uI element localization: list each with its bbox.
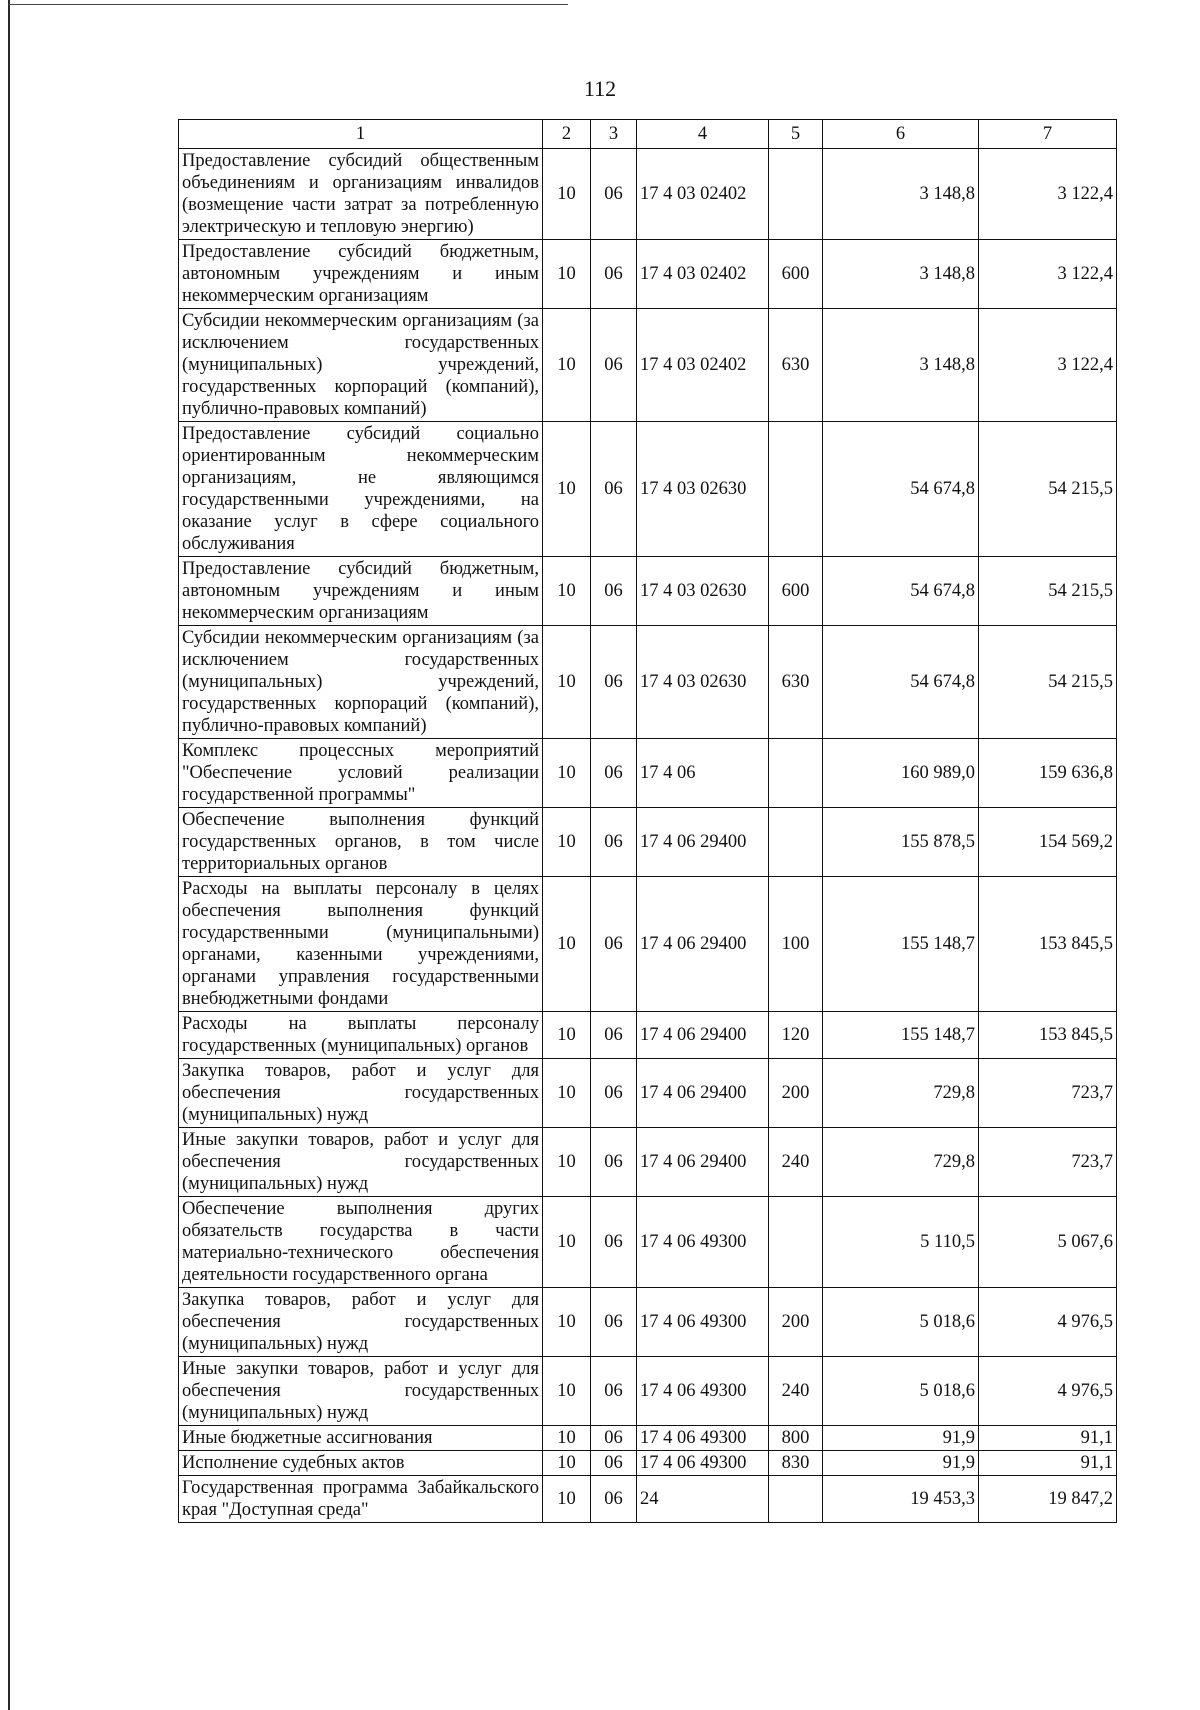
expense-type-cell xyxy=(769,1197,823,1288)
amount-1-cell: 3 148,8 xyxy=(823,240,979,309)
amount-2-cell: 723,7 xyxy=(979,1059,1117,1128)
table-body xyxy=(179,149,1117,1523)
expense-type-cell: 600 xyxy=(769,240,823,309)
amount-1-cell: 729,8 xyxy=(823,1059,979,1128)
scan-edge-left xyxy=(8,0,10,1710)
subsection-code-cell: 06 xyxy=(591,1197,637,1288)
amount-1-cell: 729,8 xyxy=(823,1128,979,1197)
row-name-cell: Предоставление субсидий социально ориентированным некоммерческим организациям, не являющимся государственными учреждениями, на оказание услуг в сфере социального обслуживания xyxy=(179,422,543,557)
section-code-cell: 10 xyxy=(543,309,591,422)
expense-type-cell: 120 xyxy=(769,1012,823,1059)
subsection-code-cell: 06 xyxy=(591,1476,637,1523)
section-code-cell: 10 xyxy=(543,557,591,626)
amount-2-cell: 3 122,4 xyxy=(979,149,1117,240)
row-name-cell: Комплекс процессных мероприятий "Обеспечение условий реализации государственной программы" xyxy=(179,739,543,808)
amount-1-cell: 19 453,3 xyxy=(823,1476,979,1523)
subsection-code-cell: 06 xyxy=(591,808,637,877)
expense-type-cell: 200 xyxy=(769,1288,823,1357)
column-header: 6 xyxy=(823,120,979,149)
subsection-code-cell: 06 xyxy=(591,1426,637,1451)
amount-1-cell: 155 878,5 xyxy=(823,808,979,877)
table-row xyxy=(179,626,1117,739)
table-row xyxy=(179,309,1117,422)
target-article-cell: 17 4 06 29400 xyxy=(637,1059,769,1128)
target-article-cell: 17 4 03 02630 xyxy=(637,557,769,626)
amount-1-cell: 5 018,6 xyxy=(823,1288,979,1357)
row-name-cell: Иные закупки товаров, работ и услуг для обеспечения государственных (муниципальных) нужд xyxy=(179,1128,543,1197)
expense-type-cell xyxy=(769,422,823,557)
table-row xyxy=(179,1288,1117,1357)
amount-2-cell: 3 122,4 xyxy=(979,240,1117,309)
row-name-cell: Обеспечение выполнения других обязательств государства в части материально-технического обеспечения деятельности государственного органа xyxy=(179,1197,543,1288)
row-name-cell: Исполнение судебных актов xyxy=(179,1451,543,1476)
budget-table xyxy=(178,119,1117,1523)
amount-1-cell: 91,9 xyxy=(823,1451,979,1476)
amount-2-cell: 19 847,2 xyxy=(979,1476,1117,1523)
amount-2-cell: 723,7 xyxy=(979,1128,1117,1197)
table-row xyxy=(179,1197,1117,1288)
amount-2-cell: 3 122,4 xyxy=(979,309,1117,422)
column-header: 2 xyxy=(543,120,591,149)
table-row xyxy=(179,1451,1117,1476)
row-name-cell: Иные бюджетные ассигнования xyxy=(179,1426,543,1451)
target-article-cell: 17 4 03 02402 xyxy=(637,240,769,309)
page-number: 112 xyxy=(583,76,617,101)
expense-type-cell xyxy=(769,1476,823,1523)
subsection-code-cell: 06 xyxy=(591,1012,637,1059)
section-code-cell: 10 xyxy=(543,1012,591,1059)
subsection-code-cell: 06 xyxy=(591,1357,637,1426)
row-name-cell: Субсидии некоммерческим организациям (за исключением государственных (муниципальных) учреждений, государственных корпораций (компаний), публично-правовых компаний) xyxy=(179,626,543,739)
subsection-code-cell: 06 xyxy=(591,626,637,739)
scan-edge-top xyxy=(8,4,568,5)
subsection-code-cell: 06 xyxy=(591,1451,637,1476)
target-article-cell: 17 4 03 02402 xyxy=(637,149,769,240)
subsection-code-cell: 06 xyxy=(591,149,637,240)
target-article-cell: 17 4 03 02402 xyxy=(637,309,769,422)
table-header-row xyxy=(179,120,1117,149)
target-article-cell: 17 4 06 49300 xyxy=(637,1451,769,1476)
expense-type-cell: 630 xyxy=(769,309,823,422)
expense-type-cell: 600 xyxy=(769,557,823,626)
amount-2-cell: 91,1 xyxy=(979,1426,1117,1451)
amount-1-cell: 3 148,8 xyxy=(823,149,979,240)
row-name-cell: Предоставление субсидий бюджетным, автономным учреждениям и иным некоммерческим организациям xyxy=(179,557,543,626)
amount-2-cell: 4 976,5 xyxy=(979,1288,1117,1357)
expense-type-cell: 630 xyxy=(769,626,823,739)
amount-2-cell: 4 976,5 xyxy=(979,1357,1117,1426)
amount-2-cell: 54 215,5 xyxy=(979,626,1117,739)
row-name-cell: Предоставление субсидий бюджетным, автономным учреждениям и иным некоммерческим организациям xyxy=(179,240,543,309)
amount-1-cell: 91,9 xyxy=(823,1426,979,1451)
section-code-cell: 10 xyxy=(543,739,591,808)
target-article-cell: 17 4 06 49300 xyxy=(637,1197,769,1288)
target-article-cell: 17 4 03 02630 xyxy=(637,626,769,739)
amount-1-cell: 5 018,6 xyxy=(823,1357,979,1426)
column-header: 1 xyxy=(179,120,543,149)
amount-1-cell: 155 148,7 xyxy=(823,1012,979,1059)
row-name-cell: Субсидии некоммерческим организациям (за исключением государственных (муниципальных) учреждений, государственных корпораций (компаний), публично-правовых компаний) xyxy=(179,309,543,422)
target-article-cell: 17 4 06 29400 xyxy=(637,1012,769,1059)
amount-2-cell: 91,1 xyxy=(979,1451,1117,1476)
column-header: 7 xyxy=(979,120,1117,149)
table-row xyxy=(179,422,1117,557)
table-row xyxy=(179,877,1117,1012)
section-code-cell: 10 xyxy=(543,1451,591,1476)
section-code-cell: 10 xyxy=(543,1357,591,1426)
table-row xyxy=(179,739,1117,808)
row-name-cell: Расходы на выплаты персоналу в целях обеспечения выполнения функций государственными (муниципальными) органами, казенными учреждениями, органами управления государственными внебюджетными фондами xyxy=(179,877,543,1012)
row-name-cell: Государственная программа Забайкальского края "Доступная среда" xyxy=(179,1476,543,1523)
expense-type-cell: 100 xyxy=(769,877,823,1012)
target-article-cell: 17 4 06 49300 xyxy=(637,1288,769,1357)
target-article-cell: 17 4 06 xyxy=(637,739,769,808)
amount-1-cell: 3 148,8 xyxy=(823,309,979,422)
target-article-cell: 17 4 06 49300 xyxy=(637,1426,769,1451)
amount-2-cell: 154 569,2 xyxy=(979,808,1117,877)
row-name-cell: Обеспечение выполнения функций государственных органов, в том числе территориальных органов xyxy=(179,808,543,877)
section-code-cell: 10 xyxy=(543,422,591,557)
table-row xyxy=(179,1476,1117,1523)
table-row xyxy=(179,149,1117,240)
target-article-cell: 17 4 06 49300 xyxy=(637,1357,769,1426)
row-name-cell: Закупка товаров, работ и услуг для обеспечения государственных (муниципальных) нужд xyxy=(179,1059,543,1128)
amount-2-cell: 5 067,6 xyxy=(979,1197,1117,1288)
amount-1-cell: 160 989,0 xyxy=(823,739,979,808)
amount-2-cell: 54 215,5 xyxy=(979,557,1117,626)
amount-2-cell: 54 215,5 xyxy=(979,422,1117,557)
section-code-cell: 10 xyxy=(543,1128,591,1197)
subsection-code-cell: 06 xyxy=(591,1288,637,1357)
amount-2-cell: 159 636,8 xyxy=(979,739,1117,808)
amount-1-cell: 54 674,8 xyxy=(823,626,979,739)
section-code-cell: 10 xyxy=(543,1197,591,1288)
subsection-code-cell: 06 xyxy=(591,422,637,557)
expense-type-cell: 830 xyxy=(769,1451,823,1476)
row-name-cell: Расходы на выплаты персоналу государственных (муниципальных) органов xyxy=(179,1012,543,1059)
column-header: 3 xyxy=(591,120,637,149)
amount-1-cell: 5 110,5 xyxy=(823,1197,979,1288)
expense-type-cell: 240 xyxy=(769,1357,823,1426)
section-code-cell: 10 xyxy=(543,877,591,1012)
section-code-cell: 10 xyxy=(543,626,591,739)
table-row xyxy=(179,1426,1117,1451)
subsection-code-cell: 06 xyxy=(591,309,637,422)
table-row xyxy=(179,1357,1117,1426)
subsection-code-cell: 06 xyxy=(591,240,637,309)
table-row xyxy=(179,1012,1117,1059)
expense-type-cell xyxy=(769,808,823,877)
section-code-cell: 10 xyxy=(543,1288,591,1357)
row-name-cell: Закупка товаров, работ и услуг для обеспечения государственных (муниципальных) нужд xyxy=(179,1288,543,1357)
table-row xyxy=(179,557,1117,626)
target-article-cell: 17 4 06 29400 xyxy=(637,808,769,877)
subsection-code-cell: 06 xyxy=(591,1059,637,1128)
expense-type-cell xyxy=(769,739,823,808)
section-code-cell: 10 xyxy=(543,808,591,877)
table-row xyxy=(179,240,1117,309)
section-code-cell: 10 xyxy=(543,1476,591,1523)
amount-2-cell: 153 845,5 xyxy=(979,1012,1117,1059)
column-header: 5 xyxy=(769,120,823,149)
row-name-cell: Предоставление субсидий общественным объединениям и организациям инвалидов (возмещение части затрат за потребленную электрическую и тепловую энергию) xyxy=(179,149,543,240)
subsection-code-cell: 06 xyxy=(591,1128,637,1197)
amount-2-cell: 153 845,5 xyxy=(979,877,1117,1012)
section-code-cell: 10 xyxy=(543,1426,591,1451)
subsection-code-cell: 06 xyxy=(591,877,637,1012)
amount-1-cell: 54 674,8 xyxy=(823,557,979,626)
row-name-cell: Иные закупки товаров, работ и услуг для обеспечения государственных (муниципальных) нужд xyxy=(179,1357,543,1426)
table-row xyxy=(179,808,1117,877)
target-article-cell: 17 4 03 02630 xyxy=(637,422,769,557)
subsection-code-cell: 06 xyxy=(591,739,637,808)
expense-type-cell: 800 xyxy=(769,1426,823,1451)
section-code-cell: 10 xyxy=(543,240,591,309)
amount-1-cell: 54 674,8 xyxy=(823,422,979,557)
expense-type-cell: 240 xyxy=(769,1128,823,1197)
target-article-cell: 17 4 06 29400 xyxy=(637,1128,769,1197)
subsection-code-cell: 06 xyxy=(591,557,637,626)
table-row xyxy=(179,1128,1117,1197)
section-code-cell: 10 xyxy=(543,1059,591,1128)
column-header: 4 xyxy=(637,120,769,149)
target-article-cell: 24 xyxy=(637,1476,769,1523)
expense-type-cell: 200 xyxy=(769,1059,823,1128)
amount-1-cell: 155 148,7 xyxy=(823,877,979,1012)
expense-type-cell xyxy=(769,149,823,240)
table-row xyxy=(179,1059,1117,1128)
section-code-cell: 10 xyxy=(543,149,591,240)
target-article-cell: 17 4 06 29400 xyxy=(637,877,769,1012)
